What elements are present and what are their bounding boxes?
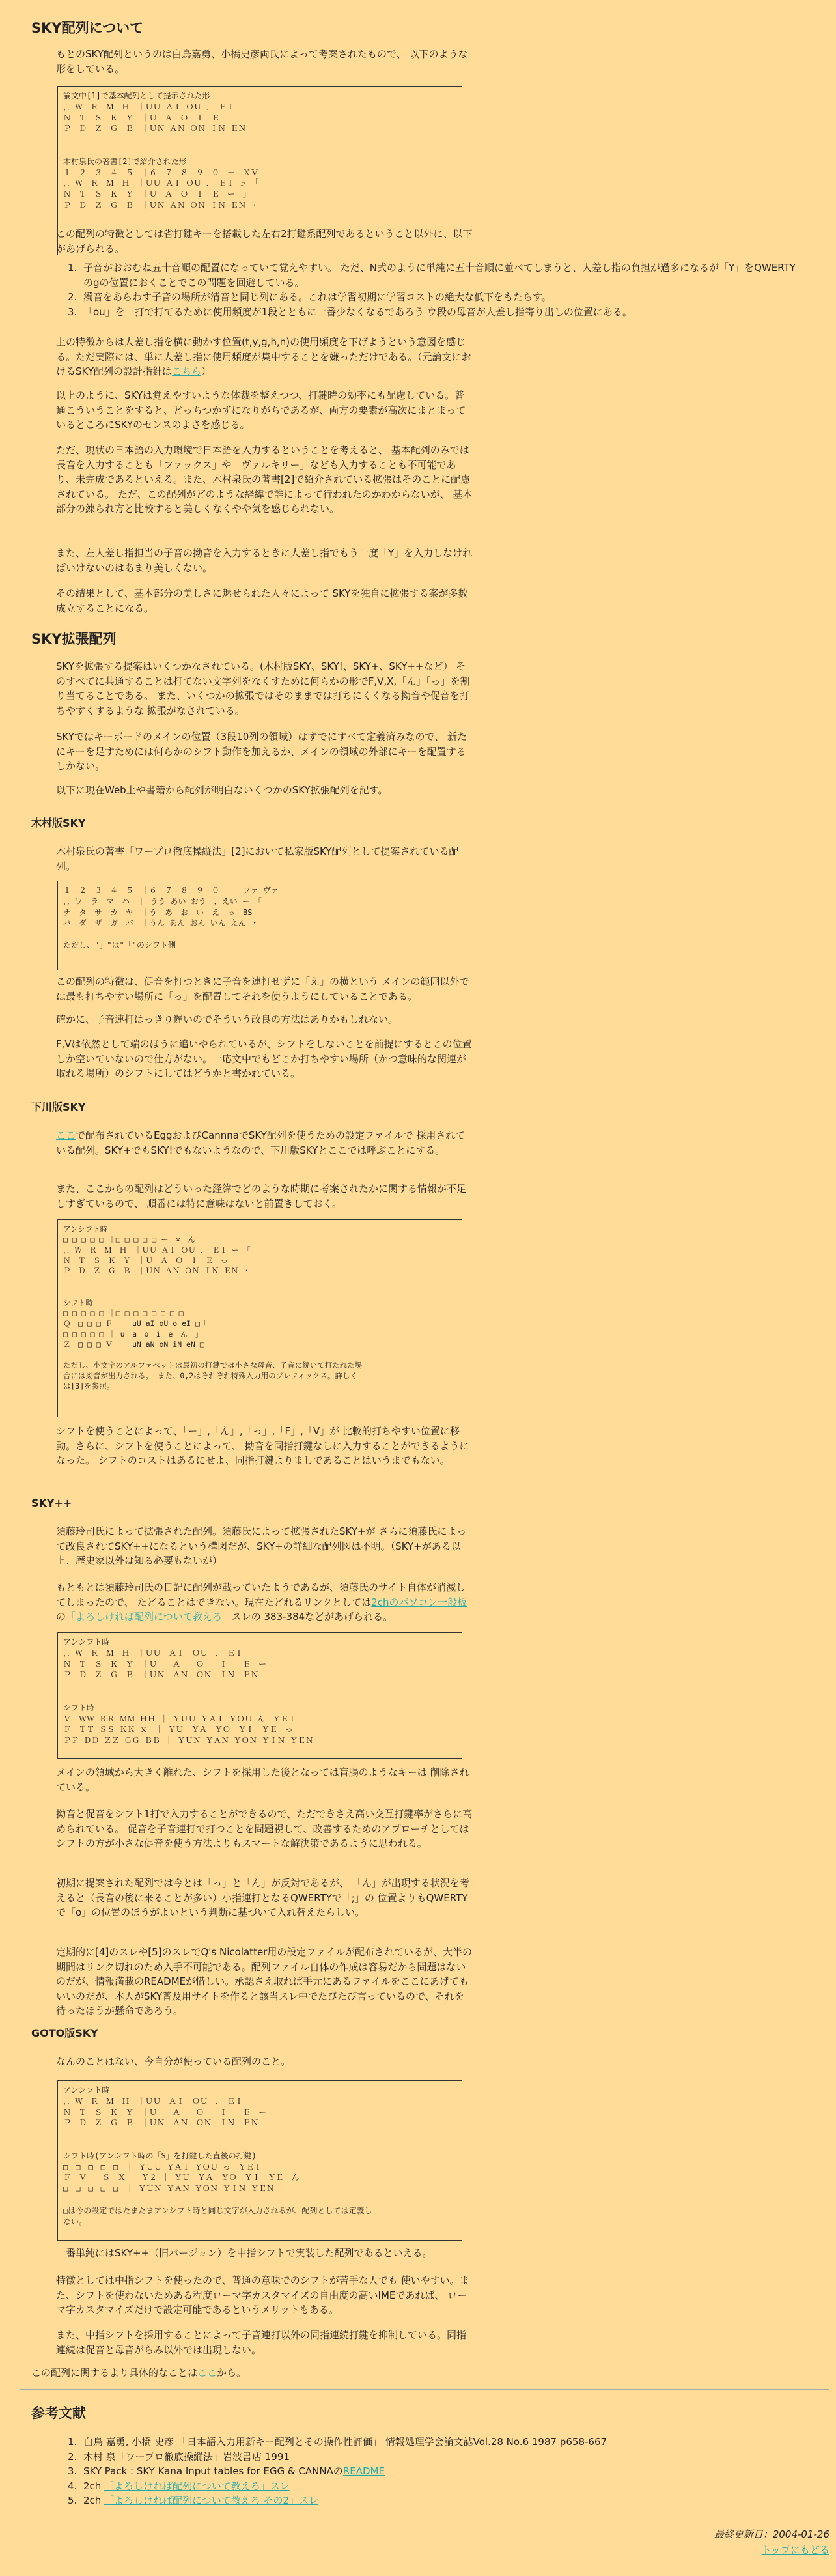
paragraph: 確かに、子音連打はっきり遅いのでそういう改良の方法はありかもしれない。 bbox=[56, 1013, 398, 1025]
reference-item: 4. 2ch 「よろしければ配列について教えろ」スレ bbox=[68, 2480, 290, 2492]
reference-item: 3. SKY Pack : SKY Kana Input tables for EGG & CANNAのREADME bbox=[68, 2465, 385, 2477]
paragraph: SKYではキーボードのメインの位置（3段10列の領域）はすでにすべて定義済みなので、 新たにキーを足すためには何らかのシフト動作を加えるか、メインの領域の外部にキーを配置するしかない。 bbox=[56, 731, 467, 772]
goto-details-link[interactable]: ここ bbox=[197, 2367, 217, 2379]
list-item: 3. 「ou」を一打で打てるために使用頻度が1段とともに一番少なくなるであろう ウ段の母音が人差し指寄り出しの位置にある。 bbox=[68, 305, 632, 318]
paragraph: メインの領域から大きく離れた、シフトを採用した後となっては盲腸のようなキーは 削除されている。 bbox=[56, 1766, 469, 1793]
layout-diagram-skypp: アンシフト時 ，．Ｗ Ｒ Ｍ Ｈ ｜ＵＵ ＡＩ ＯＵ ． ＥＩ Ｎ Ｔ Ｓ Ｋ Ｙ ｜Ｕ Ａ Ｏ Ｉ Ｅ ー Ｐ Ｄ Ｚ Ｇ Ｂ ｜ＵＮ ＡＮ ＯＮ ＩＮ ＥＮ シフト時 Ｖ ＷＷ ＲＲ ＭＭ ＨＨ ｜ ＹＵＵ ＹＡＩ ＹＯＵ ん ＹＥＩ Ｆ ＴＴ ＳＳ ＫＫ ｘ ｜ ＹＵ ＹＡ ＹＯ ＹＩ ＹＥ っ ＰＰ ＤＤ ＺＺ ＧＧ ＢＢ ｜ ＹＵＮ ＹＡＮ ＹＯＮ ＹＩＮ ＹＥＮ bbox=[57, 1632, 462, 1759]
paragraph: ここで配布されているEggおよびCannnaでSKY配列を使うための設定ファイルで 採用されている配列。SKY+でもSKY!でもないようなので、下川版SKYとここでは呼ぶことにする。 bbox=[56, 1129, 466, 1156]
subsection-title-kimura: 木村版SKY bbox=[31, 817, 86, 829]
paragraph: 初期に提案された配列では今とは「っ」と「ん」が反対であるが、 「ん」が出現する状況を考えると（長音の後に来ることが多い）小指連打となるQWERTYで「;」の 位置よりもQWERTYで「o」の位置のほうがよいという判断に基づいて入れ替えたらしい。 bbox=[56, 1877, 469, 1918]
paragraph: 拗音と促音をシフト1打で入力することができるので、ただできさえ高い交互打鍵率がさらに高められている。 促音を子音連打で打つことを問題視して、改善するためのアプローチとしてはシフトの方が小さな促音を使う方法よりもスマートな解決策であるように思われる。 bbox=[56, 1808, 473, 1849]
readme-link[interactable]: README bbox=[342, 2465, 385, 2477]
paragraph: 以下に現在Web上や書籍から配列が明白ないくつかのSKY拡張配列を記す。 bbox=[56, 784, 388, 796]
section-title-sky: SKY配列について bbox=[31, 20, 144, 36]
paragraph: 以上のように、SKYは覚えやすいような体裁を整えつつ、打鍵時の効率にも配慮している。普通こういうことをすると、どっちつかずになりがちであるが、両方の要素が高次にまとまっているところにSKYのセンスのよさを感じる。 bbox=[56, 389, 466, 431]
distribution-link[interactable]: ここ bbox=[56, 1129, 76, 1141]
reference-item: 1. 白鳥 嘉勇, 小橋 史彦 「日本語入力用新キー配列とその操作性評価」 情報処理学会論文誌Vol.28 No.6 1987 p658-667 bbox=[68, 2436, 607, 2448]
paragraph: 一番単純にはSKY++（旧バージョン）を中指シフトで実装した配列であるといえる。 bbox=[56, 2247, 432, 2259]
reference-item: 5. 2ch 「よろしければ配列について教えろ その2」スレ bbox=[68, 2495, 319, 2506]
2ch-board-link[interactable]: 2chのパソコン一般板 bbox=[371, 1596, 467, 1608]
paragraph: F,Vは依然として端のほうに追いやられているが、シフトをしないことを前提にするとこの位置しか空いていないので仕方がない。一応文中でもどこか打ちやすい場所（かつ意味的な関連が取れる場所）のシフトにしてはどうかと書かれている。 bbox=[56, 1038, 472, 1079]
subsection-title-goto: GOTO版SKY bbox=[31, 2027, 98, 2039]
layout-diagram-kimura: １ ２ ３ ４ ５ ｜６ ７ ８ ９ ０ － ファ ヴァ ，．ワ ラ マ ハ ｜ うう あい おう ．えい ー 「 ナ タ サ カ ヤ ｜う あ お い え っ BS パ ダ ザ ガ バ ｜うん あん おん いん えん ・ ただし、"」"は"「"のシフト側 bbox=[57, 881, 462, 970]
layout-diagram-shimokawa: アンシフト時 □ □ □ □ □ ｜□ □ □ □ □ ー × ん ，．Ｗ Ｒ Ｍ Ｈ ｜ＵＵ ＡＩ ＯＵ ． ＥＩ ー 「 Ｎ Ｔ Ｓ Ｋ Ｙ ｜Ｕ Ａ Ｏ Ｉ Ｅ っ」 Ｐ Ｄ Ｚ Ｇ Ｂ ｜ＵＮ ＡＮ ＯＮ ＩＮ ＥＮ ・ シフト時 □ □ □ □ □ ｜□ □ □ □ □ □ □ □ Ｑ □ □ □ Ｆ ｜ uU aI oU o eI □「 □ □ □ □ □ ｜ u a o i e ん 」 Ｚ □ □ □ Ｖ ｜ uN aN oN iN eN □ ただし、小文字のアルファベットは最初の打鍵では小さな母音、子音に続いて打たれた場 合には拗音が出力される。 また、0,2はそれぞれ特殊入力用のプレフィックス。詳しく は[3]を参照。 bbox=[57, 1219, 462, 1417]
layout-diagram-goto: アンシフト時 ，．Ｗ Ｒ Ｍ Ｈ ｜ＵＵ ＡＩ ＯＵ ． ＥＩ Ｎ Ｔ Ｓ Ｋ Ｙ ｜Ｕ Ａ Ｏ Ｉ Ｅ ー Ｐ Ｄ Ｚ Ｇ Ｂ ｜ＵＮ ＡＮ ＯＮ ＩＮ ＥＮ シフト時(アンシフト時の「S」を打鍵した直後の打鍵) □ □ □ □ □ ｜ ＹＵＵ ＹＡＩ ＹＯＵ っ ＹＥＩ Ｆ Ｖ Ｓ Ｘ Ｙ２ ｜ ＹＵ ＹＡ ＹＯ ＹＩ ＹＥ ん □ □ □ □ □ ｜ ＹＵＮ ＹＡＮ ＹＯＮ ＹＩＮ ＹＥＮ □は今の設定ではたまたまアンシフト時と同じ文字が入力されるが、配列としては定義し ない。 bbox=[57, 2080, 462, 2241]
paragraph: 上の特徴からは人差し指を横に動かす位置(t,y,g,h,n)の使用頻度を下げようという意図を感じる。ただ実際には、単に人差し指に使用頻度が集中することを嫌っただけである。（元論文におけるSKY配列の設計指針はこちら） bbox=[56, 336, 471, 377]
paragraph: その結果として、基本部分の美しさに魅せられた人々によって SKYを独自に拡張する案が多数成立することになる。 bbox=[56, 587, 468, 614]
paragraph: この配列に関するより具体的なことはここから。 bbox=[31, 2367, 247, 2379]
design-guideline-link[interactable]: こちら bbox=[172, 365, 202, 377]
section-title-references: 参考文献 bbox=[31, 2405, 86, 2421]
paragraph: ただ、現状の日本語の入力環境で日本語を入力するということを考えると、 基本配列のみでは長音を入力することも「ファックス」や「ヴァルキリー」なども入力することも不可能であり、未完成であるといえる。また、木村泉氏の著書[2]で紹介されている拡張はそのことに配慮されている。 ただ、この配列がどのような経緯で誰によって行われたのかわからないが、 基本部分の練られ方と比較すると美しくなくやや気を感じられない。 bbox=[56, 444, 473, 515]
paragraph: シフトを使うことによって、「ー」,「ん」,「っ」,「F」,「V」が 比較的打ちやすい位置に移動。さらに、シフトを使うことによって、 拗音を同指打鍵なしに入力することができるようになった。 シフトのコストはあるにせよ、同指打鍵よりましであることはいうまでもない。 bbox=[56, 1425, 469, 1466]
paragraph: また、左人差し指担当の子音の拗音を入力するときに人差し指でもう一度「Y」を入力しなければいけないのはあまり美しくない。 bbox=[56, 547, 473, 574]
layout-diagram-original: 論文中[1]で基本配列として提示された形 ，．Ｗ Ｒ Ｍ Ｈ ｜ＵＵ ＡＩ ＯＵ ． ＥＩ Ｎ Ｔ Ｓ Ｋ Ｙ ｜Ｕ Ａ Ｏ Ｉ Ｅ Ｐ Ｄ Ｚ Ｇ Ｂ ｜ＵＮ ＡＮ ＯＮ ＩＮ ＥＮ 木村泉氏の著書[2]で紹介された形 １ ２ ３ ４ ５ ｜６ ７ ８ ９ ０ － ＸＶ ，．Ｗ Ｒ Ｍ Ｈ ｜ＵＵ ＡＩ ＯＵ ． ＥＩ Ｆ 「 Ｎ Ｔ Ｓ Ｋ Ｙ ｜Ｕ Ａ Ｏ Ｉ Ｅ ー 」 Ｐ Ｄ Ｚ Ｇ Ｂ ｜ＵＮ ＡＮ ＯＮ ＩＮ ＥＮ ・ bbox=[57, 86, 462, 255]
paragraph: 定期的に[4]のスレや[5]のスレでQ's Nicolatter用の設定ファイルが配布されているが、大半の期間はリンク切れのため入手不可能である。配列ファイル自体の作成は容易だから問題はないのだが、情報満載のREADMEが惜しい。承認さえ取れば手元にあるファイルをここにあげてもいいのだが、本人がSKY普及用サイトを作ると該当スレ中でたびたび言っているので、それを待ったほうが懸命であろう。 bbox=[56, 1946, 473, 2017]
2ch-thread-link[interactable]: 「よろしければ配列について教えろ」スレ bbox=[104, 2480, 290, 2492]
paragraph: この配列の特徴は、促音を打つときに子音を連打せずに「え」の横という メインの範囲以外では最も打ちやすい場所に「っ」を配置してそれを使うようにしていることである。 bbox=[56, 976, 469, 1002]
back-to-top bbox=[761, 2543, 829, 2558]
reference-item: 2. 木村 泉「ワープロ徹底操縦法」岩波書店 1991 bbox=[68, 2450, 290, 2463]
paragraph: もともとは須藤玲司氏の日記に配列が載っていたようであるが、須藤氏のサイト自体が消滅してしまったので、 たどることはできない。現在たどれるリンクとしては2chのパソコン一般板の「よろしければ配列について教えろ」スレの 383-384などがあげられる。 bbox=[56, 1581, 467, 1622]
2ch-thread-link[interactable]: 「よろしければ配列について教えろ」 bbox=[66, 1611, 232, 1622]
back-to-top-link[interactable]: トップにもどる bbox=[761, 2544, 829, 2556]
paragraph: SKYを拡張する提案はいくつかなされている。(木村版SKY、SKY!、SKY+、SKY++など） そのすべてに共通することは打てない文字列をなくすために何らかの形でF,V,X,「ん」「っ」を割り当てることである。 また、いくつかの拡張ではそのままでは打ちにくくなる拗音や促音を打ちやすくするような 拡張がなされている。 bbox=[56, 660, 470, 716]
list-item: 2. 濁音をあらわす子音の場所が清音と同じ列にある。これは学習初期に学習コストの絶大な低下をもたらす。 bbox=[68, 291, 551, 303]
paragraph: 木村泉氏の著書「ワープロ徹底操縦法」[2]において私家版SKY配列として提案されている配列。 bbox=[56, 845, 459, 872]
paragraph: また、中指シフトを採用することによって子音連打以外の同指連続打鍵を抑制している。同指連続は促音と母音がらみ以外では出現しない。 bbox=[56, 2329, 467, 2356]
paragraph: 特徴としては中指シフトを使ったので、普通の意味でのシフトが苦手な人でも 使いやすい。また、シフトを使わないためある程度ローマ字カスタマイズの自由度の高いIMEであれば、 ローマ字カスタマイズだけで設定可能であるというメリットもある。 bbox=[56, 2274, 469, 2315]
paragraph: この配列の特徴としては省打鍵キーを搭載した左右2打鍵系配列であるということ以外に、以下があげられる。 bbox=[56, 228, 473, 255]
last-updated: 最終更新日：2004-01-26 bbox=[714, 2528, 829, 2540]
divider bbox=[20, 2389, 829, 2390]
subsection-title-shimokawa: 下川版SKY bbox=[31, 1101, 86, 1113]
feature-list bbox=[68, 261, 797, 319]
section-title-extensions: SKY拡張配列 bbox=[31, 631, 117, 647]
paragraph: なんのことはない、今自分が使っている配列のこと。 bbox=[56, 2056, 291, 2067]
paragraph: 須藤玲司氏によって拡張された配列。須藤氏によって拡張されたSKY+が さらに須藤氏によって改良されてSKY++になるという構図だが、SKY+の詳細な配列図は不明。（SKY+がある以上、歴史家以外は知る必要もないが） bbox=[56, 1525, 467, 1566]
paragraph: また、ここからの配列はどういった経緯でどのような時期に考案されたかに関する情報が不足しすぎているので、 順番には特に意味はないと前置きしておく。 bbox=[56, 1183, 467, 1210]
paragraph: もとのSKY配列というのは白鳥嘉勇、小橋史彦両氏によって考案されたもので、 以下のような形をしている。 bbox=[56, 48, 468, 75]
subsection-title-skypp: SKY++ bbox=[31, 1497, 72, 1509]
2ch-thread-2-link[interactable]: 「よろしければ配列について教えろ その2」スレ bbox=[104, 2495, 319, 2506]
references-list bbox=[68, 2435, 797, 2508]
list-item: 1. 子音がおおむね五十音順の配置になっていて覚えやすい。 ただ、N式のように単純に五十音順に並べてしまうと、人差し指の負担が過多になるが「Y」をQWERTYのgの位置におくことでこの問題を回避している。 bbox=[68, 262, 796, 289]
